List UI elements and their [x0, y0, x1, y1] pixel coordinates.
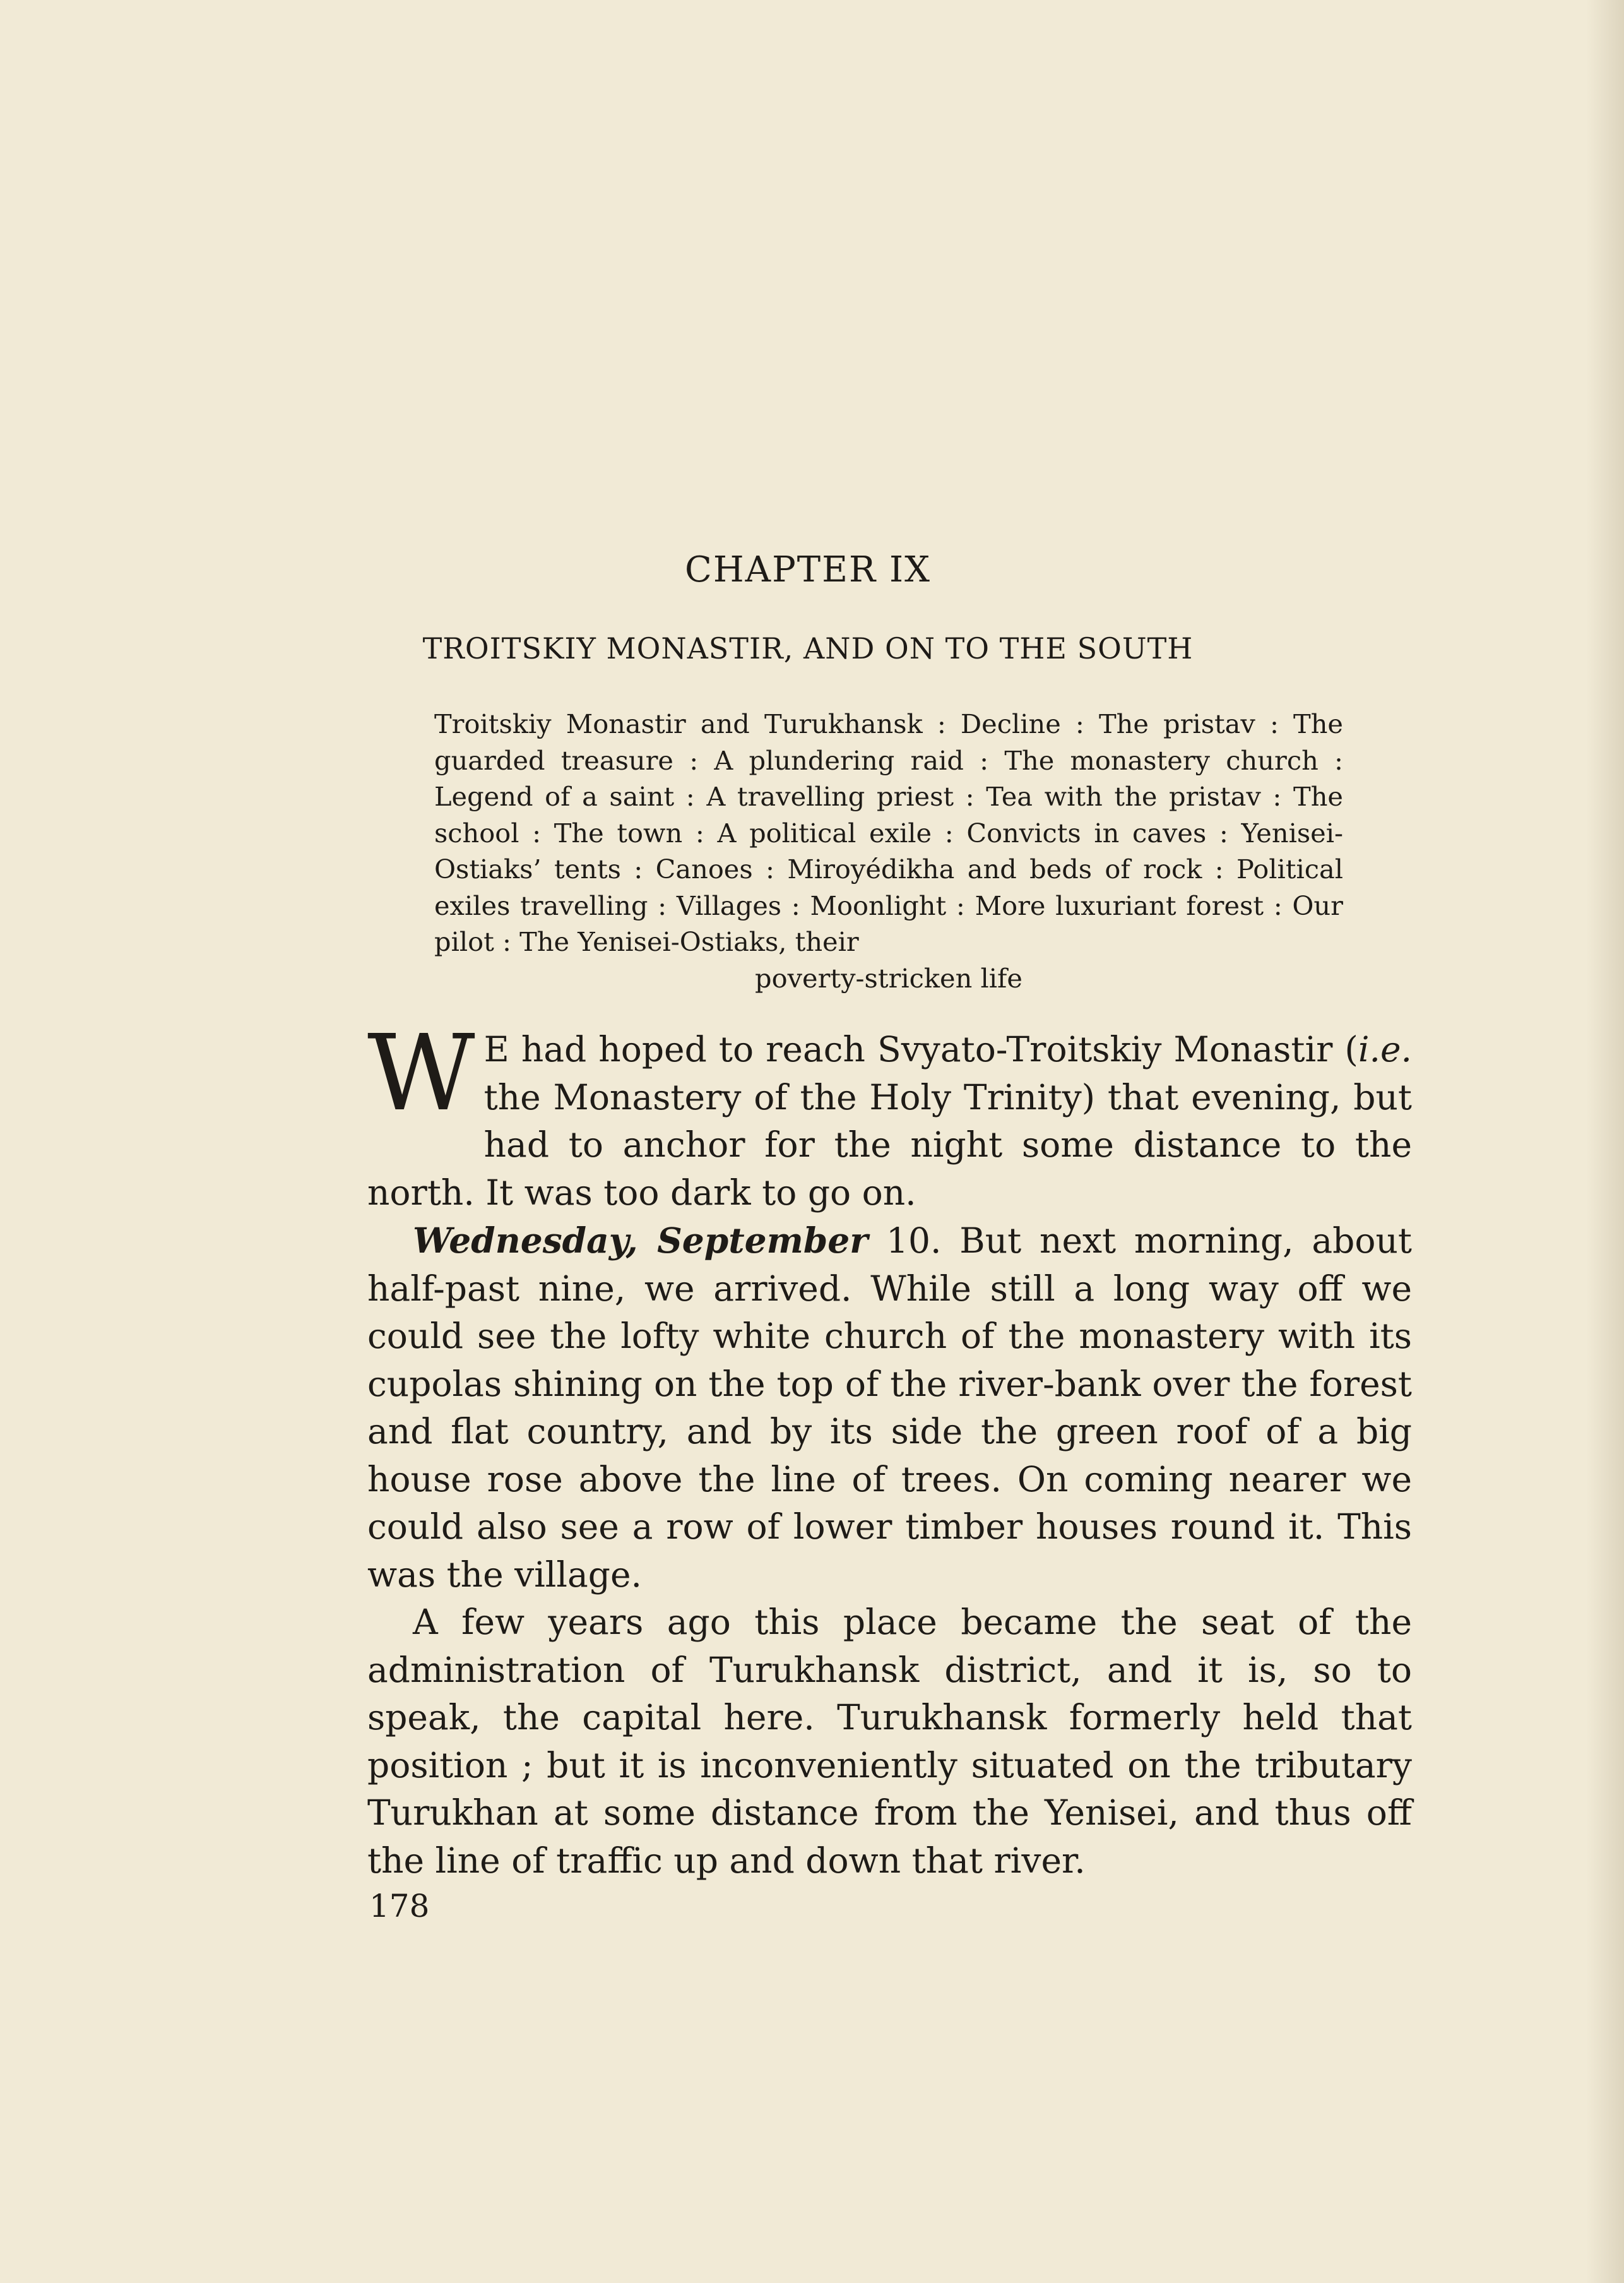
para1-rest: the Monastery of the Holy Trinity) that evening, but had to anchor for the night some distance to the north. It was too dark to go on. [367, 1076, 1412, 1213]
chapter-subtitle: TROITSKIY MONASTIR, AND ON TO THE SOUTH [422, 631, 1194, 665]
page-number: 178 [369, 1888, 430, 1924]
para2-rest: 10. But next morning, about half-past nine, we arrived. While still a long way off we could see the lofty white church of the monastery with its cupolas shining on the top of the river-bank over the forest and flat country, and by its side the green roof of a big house rose above the line of trees. On coming nearer we could also see a row of lower timber houses round it. This was the village. [367, 1220, 1412, 1595]
page-edge-shadow [1586, 0, 1624, 2283]
date-month: September [657, 1220, 868, 1261]
paragraph-1 [367, 1013, 1412, 1217]
para1-ie: i.e. [1358, 1029, 1412, 1070]
paragraph-2 [367, 1217, 1412, 1599]
synopsis-last-line: poverty-stricken life [755, 962, 1022, 994]
synopsis-main: Troitskiy Monastir and Turukhansk : Decline : The pristav : The guarded treasure : A plundering raid : The monastery church : Legend of a saint : A travelling priest : Tea with the pristav : The school : The town : A political exile : Convicts in caves : Yenisei-Ostiaks’ tents : Canoes : Miroyédikha and beds of rock : Political exiles travelling : Villages : Moonlight : More luxuriant forest : Our pilot : The Yenisei-Ostiaks, their [434, 708, 1343, 957]
chapter-synopsis [434, 706, 1343, 996]
para1-start: E had hoped to reach Svyato-Troitskiy Monastir ( [483, 1029, 1358, 1070]
paragraph-3: A few years ago this place became the seat of the administration of Turukhansk district, and it is, so to speak, the capital here. Turukhansk formerly held that position ; but it is inconveniently situated on the tributary Turukhan at some distance from the Yenisei, and thus off the line of traffic up and down that river. [367, 1602, 1412, 1881]
date-day: Wednesday, [413, 1220, 638, 1261]
body-text [367, 1013, 1412, 1885]
drop-cap: W [367, 1013, 475, 1135]
chapter-title: CHAPTER IX [685, 549, 931, 590]
